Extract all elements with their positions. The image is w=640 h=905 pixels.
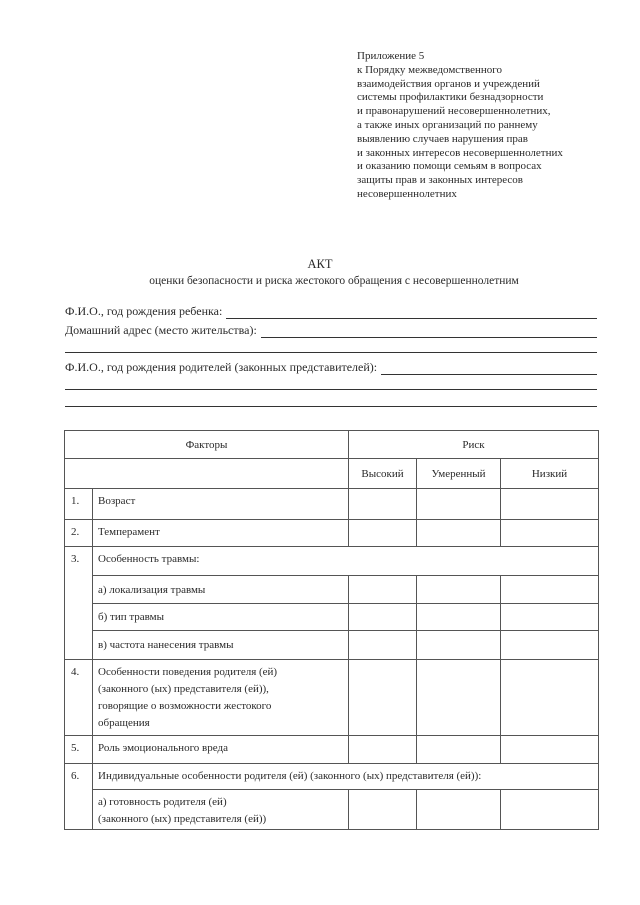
risk-moderate-cell[interactable] bbox=[417, 736, 501, 764]
table-row bbox=[65, 604, 599, 631]
appendix-line: и оказанию помощи семьям в вопросах bbox=[357, 160, 542, 173]
risk-low-cell[interactable] bbox=[501, 604, 599, 631]
row-label-line: (законного (ых) представителя (ей)) bbox=[98, 813, 267, 825]
risk-high-cell[interactable] bbox=[349, 736, 417, 764]
address-label: Домашний адрес (место жительства): bbox=[65, 323, 257, 337]
risk-low-cell[interactable] bbox=[501, 660, 599, 736]
risk-high-cell[interactable] bbox=[349, 489, 417, 520]
risk-high-cell[interactable] bbox=[349, 631, 417, 660]
risk-high-cell[interactable] bbox=[349, 790, 417, 830]
risk-low-cell[interactable] bbox=[501, 736, 599, 764]
row-label: в) частота нанесения травмы bbox=[93, 631, 349, 660]
risk-moderate-cell[interactable] bbox=[417, 489, 501, 520]
address-field[interactable] bbox=[65, 323, 597, 338]
table-row bbox=[65, 576, 599, 604]
row-label-multiline bbox=[93, 790, 349, 830]
row-number: 4. bbox=[65, 660, 93, 736]
risk-high-cell[interactable] bbox=[349, 576, 417, 604]
parents-blank-line[interactable] bbox=[65, 406, 597, 407]
risk-moderate-cell[interactable] bbox=[417, 660, 501, 736]
row-label-line: обращения bbox=[98, 717, 150, 729]
row-label: Возраст bbox=[93, 489, 349, 520]
appendix-line: и правонарушений несовершеннолетних, bbox=[357, 105, 551, 118]
risk-low-cell[interactable] bbox=[501, 631, 599, 660]
appendix-line: несовершеннолетних bbox=[357, 187, 457, 200]
appendix-line: Приложение 5 bbox=[357, 50, 425, 62]
appendix-line: к Порядку межведомственного bbox=[357, 63, 503, 76]
risk-moderate-cell[interactable] bbox=[417, 576, 501, 604]
row-label: Индивидуальные особенности родителя (ей) (законного (ых) представителя (ей)): bbox=[93, 764, 599, 790]
risk-moderate-cell[interactable] bbox=[417, 520, 501, 547]
appendix-line: системы профилактики безнадзорности bbox=[357, 91, 544, 104]
appendix-line: и законных интересов несовершеннолетних bbox=[357, 146, 563, 159]
row-label-multiline bbox=[93, 660, 349, 736]
risk-moderate-cell[interactable] bbox=[417, 604, 501, 631]
child-name-label: Ф.И.О., год рождения ребенка: bbox=[65, 304, 223, 318]
table-row bbox=[65, 631, 599, 660]
table-subheader-row bbox=[65, 459, 599, 489]
risk-low-cell[interactable] bbox=[501, 520, 599, 547]
child-name-blank[interactable] bbox=[226, 306, 597, 319]
risk-high-cell[interactable] bbox=[349, 660, 417, 736]
row-label-line: говорящие о возможности жестокого bbox=[98, 700, 272, 712]
risk-moderate-header: Умеренный bbox=[417, 459, 501, 489]
row-label: а) локализация травмы bbox=[93, 576, 349, 604]
row-label: Темперамент bbox=[93, 520, 349, 547]
table-row bbox=[65, 489, 599, 520]
appendix-line: защиты прав и законных интересов bbox=[357, 174, 524, 187]
table-row bbox=[65, 660, 599, 736]
risk-high-cell[interactable] bbox=[349, 520, 417, 547]
row-number: 1. bbox=[65, 489, 93, 520]
header-risk: Риск bbox=[349, 431, 599, 459]
parents-label: Ф.И.О., год рождения родителей (законных представителей): bbox=[65, 360, 378, 374]
row-number: 5. bbox=[65, 736, 93, 764]
header-factors: Факторы bbox=[65, 431, 349, 459]
row-number: 2. bbox=[65, 520, 93, 547]
risk-low-cell[interactable] bbox=[501, 790, 599, 830]
child-name-field[interactable] bbox=[65, 304, 597, 319]
risk-low-header: Низкий bbox=[501, 459, 599, 489]
table-row bbox=[65, 520, 599, 547]
table-row bbox=[65, 547, 599, 576]
row-number: 6. bbox=[65, 764, 93, 830]
appendix-line: выявлению случаев нарушения прав bbox=[357, 132, 528, 145]
table-row bbox=[65, 790, 599, 830]
address-blank-line[interactable] bbox=[65, 352, 597, 353]
risk-low-cell[interactable] bbox=[501, 489, 599, 520]
table-header-row bbox=[65, 431, 599, 459]
subheader-empty bbox=[65, 459, 349, 489]
table-row bbox=[65, 736, 599, 764]
risk-high-cell[interactable] bbox=[349, 604, 417, 631]
row-label-line: а) готовность родителя (ей) bbox=[98, 796, 227, 808]
row-label-line: Особенности поведения родителя (ей) bbox=[98, 666, 278, 678]
address-blank[interactable] bbox=[261, 325, 597, 338]
appendix-note bbox=[357, 50, 627, 202]
row-label-line: (законного (ых) представителя (ей)), bbox=[98, 683, 269, 695]
row-label: б) тип травмы bbox=[93, 604, 349, 631]
risk-moderate-cell[interactable] bbox=[417, 631, 501, 660]
risk-moderate-cell[interactable] bbox=[417, 790, 501, 830]
row-label: Роль эмоционального вреда bbox=[93, 736, 349, 764]
act-subtitle: оценки безопасности и риска жестокого обращения с несовершеннолетним bbox=[149, 275, 519, 287]
table-row bbox=[65, 764, 599, 790]
parents-blank[interactable] bbox=[381, 362, 597, 375]
row-label: Особенность травмы: bbox=[93, 547, 599, 576]
risk-assessment-table bbox=[64, 430, 599, 830]
appendix-line: взаимодействия органов и учреждений bbox=[357, 77, 540, 90]
row-number: 3. bbox=[65, 547, 93, 660]
act-title: АКТ bbox=[307, 257, 333, 271]
risk-high-header: Высокий bbox=[349, 459, 417, 489]
parents-blank-line[interactable] bbox=[65, 389, 597, 390]
appendix-line: а также иных организаций по раннему bbox=[357, 118, 538, 131]
parents-field[interactable] bbox=[65, 360, 597, 375]
risk-low-cell[interactable] bbox=[501, 576, 599, 604]
